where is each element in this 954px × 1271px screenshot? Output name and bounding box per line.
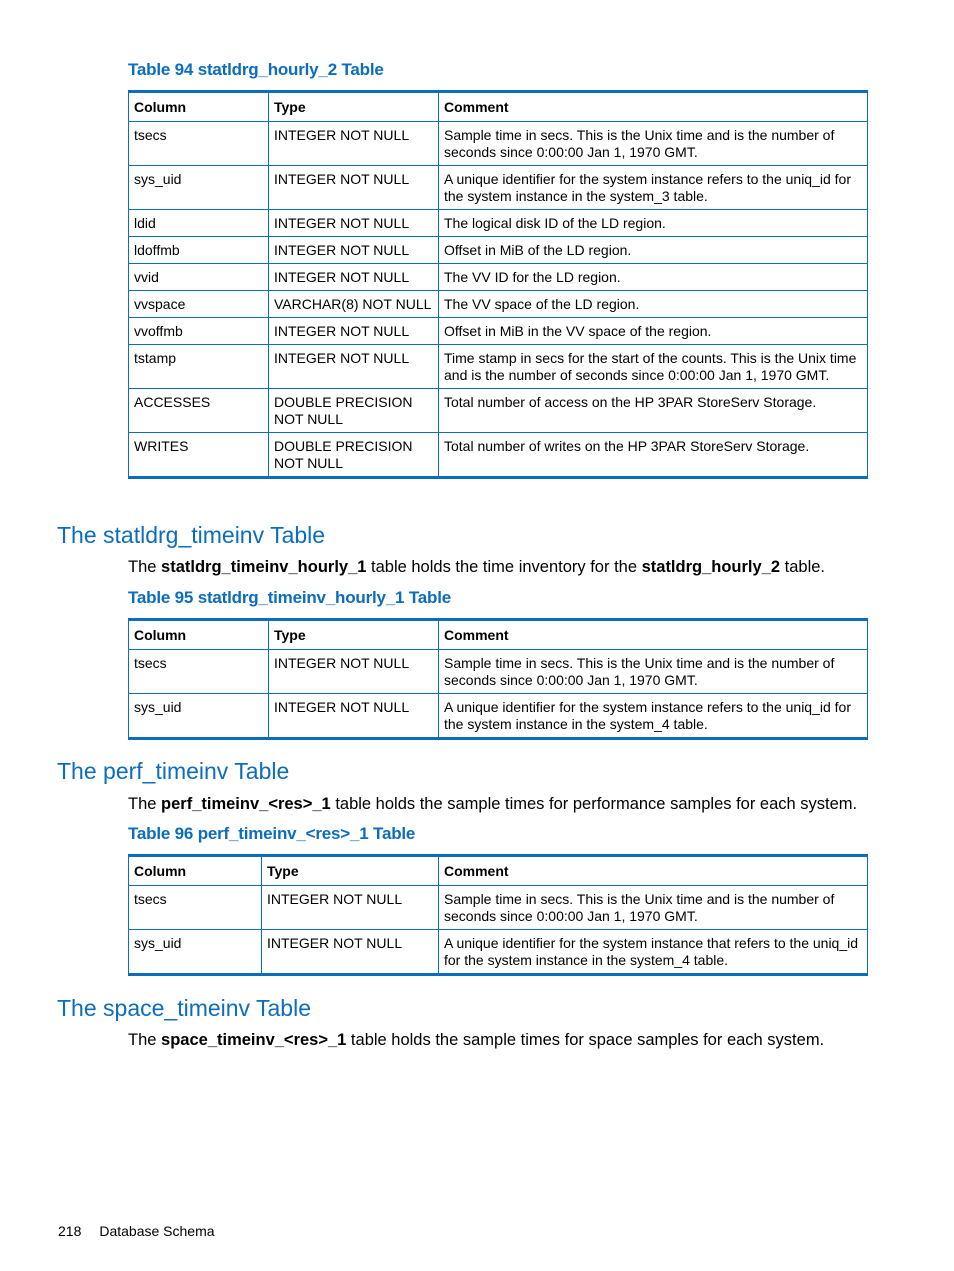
footer-section-title: Database Schema xyxy=(99,1223,215,1239)
column-header: Type xyxy=(269,620,439,650)
table-cell: The VV ID for the LD region. xyxy=(439,264,868,291)
table-cell: Offset in MiB of the LD region. xyxy=(439,237,868,264)
table-cell: Total number of access on the HP 3PAR StoreServ Storage. xyxy=(439,389,868,433)
table-cell: Offset in MiB in the VV space of the region. xyxy=(439,318,868,345)
column-header: Type xyxy=(269,92,439,122)
table-cell: vvid xyxy=(129,264,269,291)
table-cell: Sample time in secs. This is the Unix time and is the number of seconds since 0:00:00 Jan 1, 1970 GMT. xyxy=(439,122,868,166)
table-row xyxy=(129,166,868,210)
section-paragraph-perf-timeinv: The perf_timeinv_<res>_1 table holds the sample times for performance samples for each system. xyxy=(128,795,858,813)
table-cell: INTEGER NOT NULL xyxy=(269,264,439,291)
table-cell: INTEGER NOT NULL xyxy=(269,237,439,264)
table-row xyxy=(129,291,868,318)
section-paragraph-statldrg-timeinv: The statldrg_timeinv_hourly_1 table holds the time inventory for the statldrg_hourly_2 table. xyxy=(128,558,826,576)
table-row xyxy=(129,930,868,975)
table-cell: Total number of writes on the HP 3PAR StoreServ Storage. xyxy=(439,433,868,478)
table-cell: INTEGER NOT NULL xyxy=(269,166,439,210)
table-96 xyxy=(128,854,868,976)
table-cell: Sample time in secs. This is the Unix time and is the number of seconds since 0:00:00 Jan 1, 1970 GMT. xyxy=(439,886,868,930)
table-row xyxy=(129,433,868,478)
table-cell: INTEGER NOT NULL xyxy=(269,694,439,739)
table-cell: INTEGER NOT NULL xyxy=(269,210,439,237)
table-94 xyxy=(128,90,868,479)
column-header: Comment xyxy=(439,856,868,886)
table-row xyxy=(129,650,868,694)
table-cell: vvoffmb xyxy=(129,318,269,345)
table-row xyxy=(129,389,868,433)
table-cell: vvspace xyxy=(129,291,269,318)
table-row xyxy=(129,122,868,166)
table-96-caption: Table 96 perf_timeinv_<res>_1 Table xyxy=(128,824,416,843)
column-header: Column xyxy=(129,620,269,650)
table-cell: Time stamp in secs for the start of the counts. This is the Unix time and is the number of seconds since 0:00:00 Jan 1, 1970 GMT. xyxy=(439,345,868,389)
table-cell: A unique identifier for the system instance that refers to the uniq_id for the system instance in the system_4 table. xyxy=(439,930,868,975)
table-cell: DOUBLE PRECISION NOT NULL xyxy=(269,389,439,433)
table-cell: INTEGER NOT NULL xyxy=(262,930,439,975)
table-cell: INTEGER NOT NULL xyxy=(269,650,439,694)
column-header: Comment xyxy=(439,620,868,650)
section-heading-space-timeinv: The space_timeinv Table xyxy=(57,995,311,1021)
column-header: Comment xyxy=(439,92,868,122)
table-cell: tsecs xyxy=(129,122,269,166)
table-cell: ACCESSES xyxy=(129,389,269,433)
table-header-row xyxy=(129,620,868,650)
table-cell: ldid xyxy=(129,210,269,237)
table-cell: A unique identifier for the system instance refers to the uniq_id for the system instance in the system_4 table. xyxy=(439,694,868,739)
table-cell: tsecs xyxy=(129,886,262,930)
table-cell: The VV space of the LD region. xyxy=(439,291,868,318)
table-cell: DOUBLE PRECISION NOT NULL xyxy=(269,433,439,478)
table-row xyxy=(129,318,868,345)
table-cell: ldoffmb xyxy=(129,237,269,264)
column-header: Column xyxy=(129,856,262,886)
table-row xyxy=(129,264,868,291)
table-94-caption: Table 94 statldrg_hourly_2 Table xyxy=(128,60,384,79)
page-number: 218 xyxy=(58,1223,82,1239)
table-cell: VARCHAR(8) NOT NULL xyxy=(269,291,439,318)
table-cell: sys_uid xyxy=(129,166,269,210)
table-95 xyxy=(128,618,868,740)
table-cell: tstamp xyxy=(129,345,269,389)
table-row xyxy=(129,210,868,237)
page-footer xyxy=(58,1223,233,1239)
table-cell: sys_uid xyxy=(129,930,262,975)
table-cell: sys_uid xyxy=(129,694,269,739)
section-paragraph-space-timeinv: The space_timeinv_<res>_1 table holds the sample times for space samples for each system. xyxy=(128,1031,825,1049)
section-heading-statldrg-timeinv: The statldrg_timeinv Table xyxy=(57,522,326,548)
table-cell: INTEGER NOT NULL xyxy=(269,318,439,345)
table-cell: INTEGER NOT NULL xyxy=(269,122,439,166)
table-cell: A unique identifier for the system instance refers to the uniq_id for the system instance in the system_3 table. xyxy=(439,166,868,210)
table-cell: INTEGER NOT NULL xyxy=(269,345,439,389)
table-row xyxy=(129,345,868,389)
table-row xyxy=(129,694,868,739)
table-header-row xyxy=(129,856,868,886)
column-header: Type xyxy=(262,856,439,886)
column-header: Column xyxy=(129,92,269,122)
table-cell: Sample time in secs. This is the Unix time and is the number of seconds since 0:00:00 Jan 1, 1970 GMT. xyxy=(439,650,868,694)
section-heading-perf-timeinv: The perf_timeinv Table xyxy=(57,758,290,784)
table-cell: INTEGER NOT NULL xyxy=(262,886,439,930)
table-row xyxy=(129,886,868,930)
table-cell: tsecs xyxy=(129,650,269,694)
table-row xyxy=(129,237,868,264)
table-cell: The logical disk ID of the LD region. xyxy=(439,210,868,237)
table-95-caption: Table 95 statldrg_timeinv_hourly_1 Table xyxy=(128,588,451,607)
table-cell: WRITES xyxy=(129,433,269,478)
table-header-row xyxy=(129,92,868,122)
